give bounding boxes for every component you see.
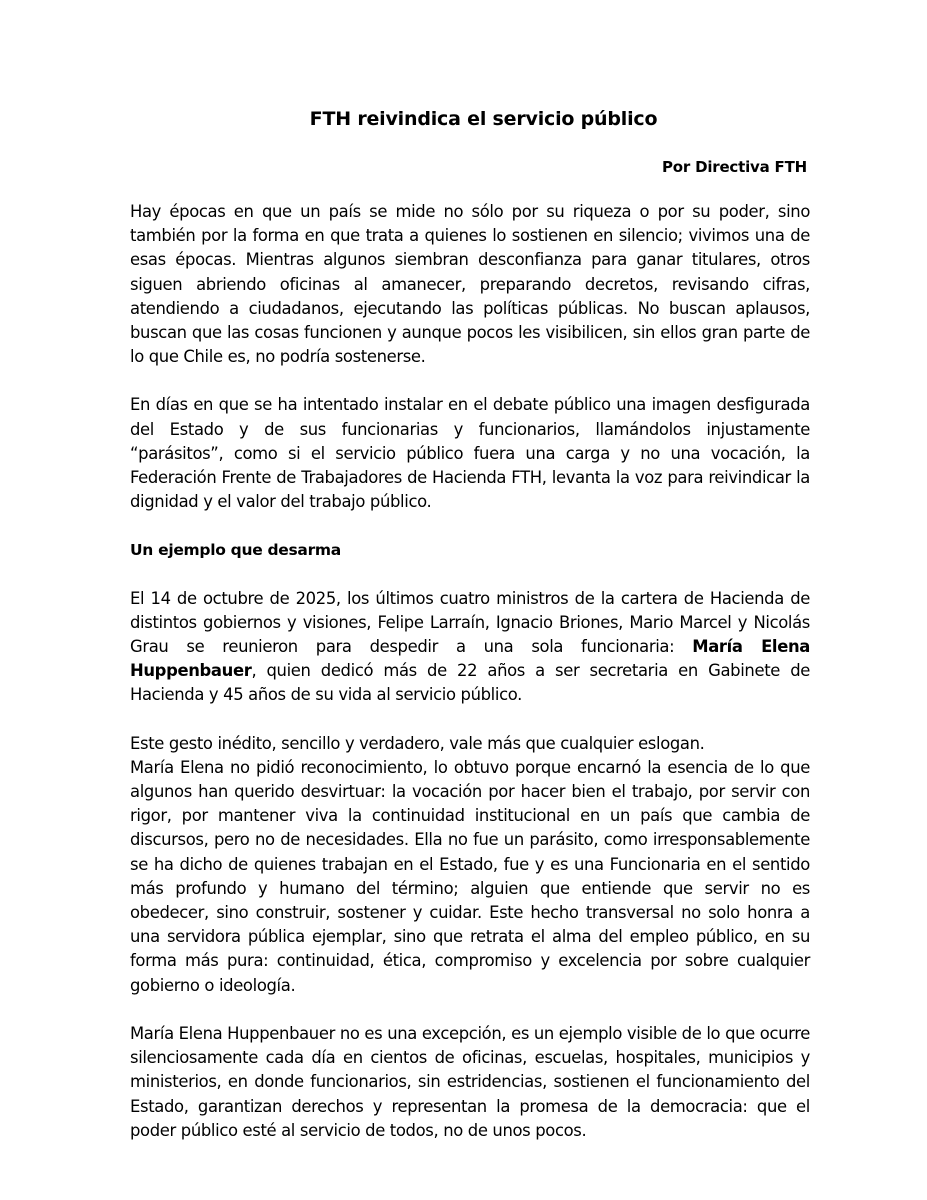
paragraph-intro: Hay épocas en que un país se mide no sólo por su riqueza o por su poder, sino también por la forma en que trata a quienes lo sostienen en silencio; vivimos una de esas épocas. Mientras algunos siembran desconfianza para ganar titulares, otros siguen abriendo oficinas al amanecer, preparando decretos, revisando cifras, atendiendo a ciudadanos, ejecutando las políticas públicas. No buscan aplausos, buscan que las cosas funcionen y aunque pocos les visibilicen, sin ellos gran parte de lo que Chile es, no podría sostenerse.: [130, 202, 810, 367]
honoree-name: María Elena Huppenbauer: [130, 637, 810, 681]
document-byline: Por Directiva FTH: [661, 158, 807, 176]
paragraph-event-text-start: El 14 de octubre de 2025, los últimos cuatro ministros de la cartera de Hacienda de distintos gobiernos y visiones, Felipe Larraín, Ignacio Briones, Mario Marcel y Nicolás Grau se reunieron para despedir a una sola funcionaria:: [130, 588, 810, 657]
document-body: [130, 200, 810, 1143]
paragraph-context: En días en que se ha intentado instalar en el debate público una imagen desfigurada del Estado y de sus funcionarias y funcionarios, llamándolos injustamente “parásitos”, como si el servicio público fuera una carga y no una vocación, la Federación Frente de Trabajadores de Hacienda FTH, levanta la voz para reivindicar la dignidad y el valor del trabajo público.: [130, 395, 810, 512]
section-subheading: Un ejemplo que desarma: [130, 541, 341, 560]
paragraph-conclusion: María Elena Huppenbauer no es una excepción, es un ejemplo visible de lo que ocurre silenciosamente cada día en cientos de oficinas, escuelas, hospitales, municipios y ministerios, en donde funcionarios, sin estridencias, sostienen el funcionamiento del Estado, garantizan derechos y representan la promesa de la democracia: que el poder público esté al servicio de todos, no de unos pocos.: [130, 1023, 811, 1140]
paragraph-event: [130, 587, 810, 708]
paragraph-event-text-end: , quien dedicó más de 22 años a ser secretaria en Gabinete de Hacienda y 45 años de su vida al servicio público.: [130, 661, 810, 705]
paragraph-essence: María Elena no pidió reconocimiento, lo obtuvo porque encarnó la esencia de lo que algunos han querido desvirtuar: la vocación por hacer bien el trabajo, por servir con rigor, por mantener viva la continuidad institucional en un país que cambia de discursos, pero no de necesidades. Ella no fue un parásito, como irresponsablemente se ha dicho de quienes trabajan en el Estado, fue y es una Funcionaria en el sentido más profundo y humano del término; alguien que entiende que servir no es obedecer, sino construir, sostener y cuidar. Este hecho transversal no solo honra a una servidora pública ejemplar, sino que retrata el alma del empleo público, en su forma más pura: continuidad, ética, compromiso y excelencia por sobre cualquier gobierno o ideología.: [130, 757, 810, 995]
paragraph-gesture: Este gesto inédito, sencillo y verdadero, vale más que cualquier eslogan.: [130, 733, 705, 753]
document-title: FTH reivindica el servicio público: [309, 108, 658, 130]
